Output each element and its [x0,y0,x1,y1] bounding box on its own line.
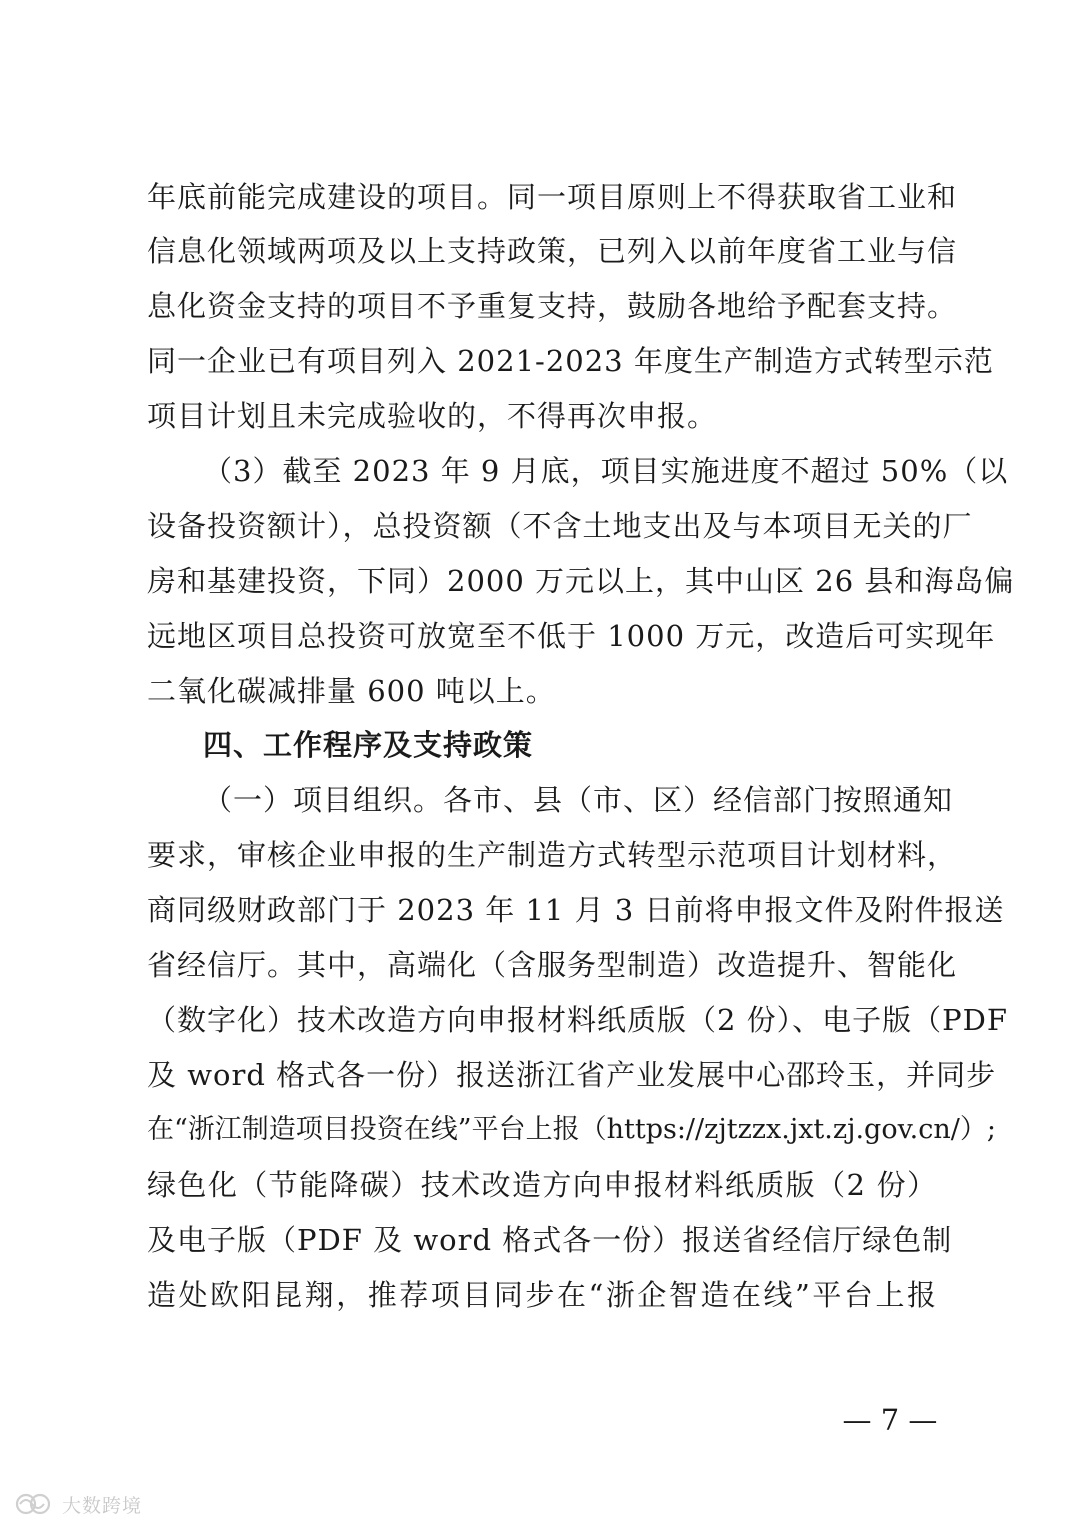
paragraph-line: 二氧化碳减排量 600 吨以上。 [147,674,556,708]
paragraph-line: 息化资金支持的项目不予重复支持，鼓励各地给予配套支持。 [147,289,958,323]
paragraph-line: 造处欧阳昆翔，推荐项目同步在“浙企智造在线”平台上报 [147,1278,937,1312]
paragraph-line: 要求，审核企业申报的生产制造方式转型示范项目计划材料， [147,838,958,872]
paragraph-line: 设备投资额计），总投资额（不含土地支出及与本项目无关的厂 [147,509,973,543]
paragraph-line: （数字化）技术改造方向申报材料纸质版（2 份）、电子版（PDF [147,1003,1009,1037]
page-number: — 7 — [842,1403,938,1437]
paragraph-line: 商同级财政部门于 2023 年 11 月 3 日前将申报文件及附件报送 [147,893,1005,927]
paragraph-line: 及电子版（PDF 及 word 格式各一份）报送省经信厅绿色制 [147,1223,953,1257]
paragraph-line: 年底前能完成建设的项目。同一项目原则上不得获取省工业和 [147,180,958,214]
paragraph-line: 及 word 格式各一份）报送浙江省产业发展中心邵玲玉，并同步 [147,1058,997,1092]
paragraph-line: （3）截至 2023 年 9 月底，项目实施进度不超过 50%（以 [203,454,1009,488]
paragraph-line: 项目计划且未完成验收的，不得再次申报。 [147,399,718,433]
paragraph-line: 在“浙江制造项目投资在线”平台上报（https://zjtzzx.jxt.zj.gov.cn/）; [147,1114,996,1145]
paragraph-line: 远地区项目总投资可放宽至不低于 1000 万元，改造后可实现年 [147,619,996,653]
watermark-text: 大数跨境 [62,1494,143,1517]
paragraph-line: 房和基建投资，下同）2000 万元以上，其中山区 26 县和海岛偏 [147,564,1015,598]
paragraph-line: （一）项目组织。各市、县（市、区）经信部门按照通知 [203,783,954,817]
paragraph-line: 省经信厅。其中，高端化（含服务型制造）改造提升、智能化 [147,948,958,982]
section-heading: 四、工作程序及支持政策 [203,728,534,762]
logo-icon [14,1492,56,1516]
paragraph-line: 绿色化（节能降碳）技术改造方向申报材料纸质版（2 份） [147,1168,937,1202]
watermark [14,1490,142,1518]
paragraph-line: 信息化领域两项及以上支持政策，已列入以前年度省工业与信 [147,234,958,268]
paragraph-line: 同一企业已有项目列入 2021-2023 年度生产制造方式转型示范 [147,344,994,378]
